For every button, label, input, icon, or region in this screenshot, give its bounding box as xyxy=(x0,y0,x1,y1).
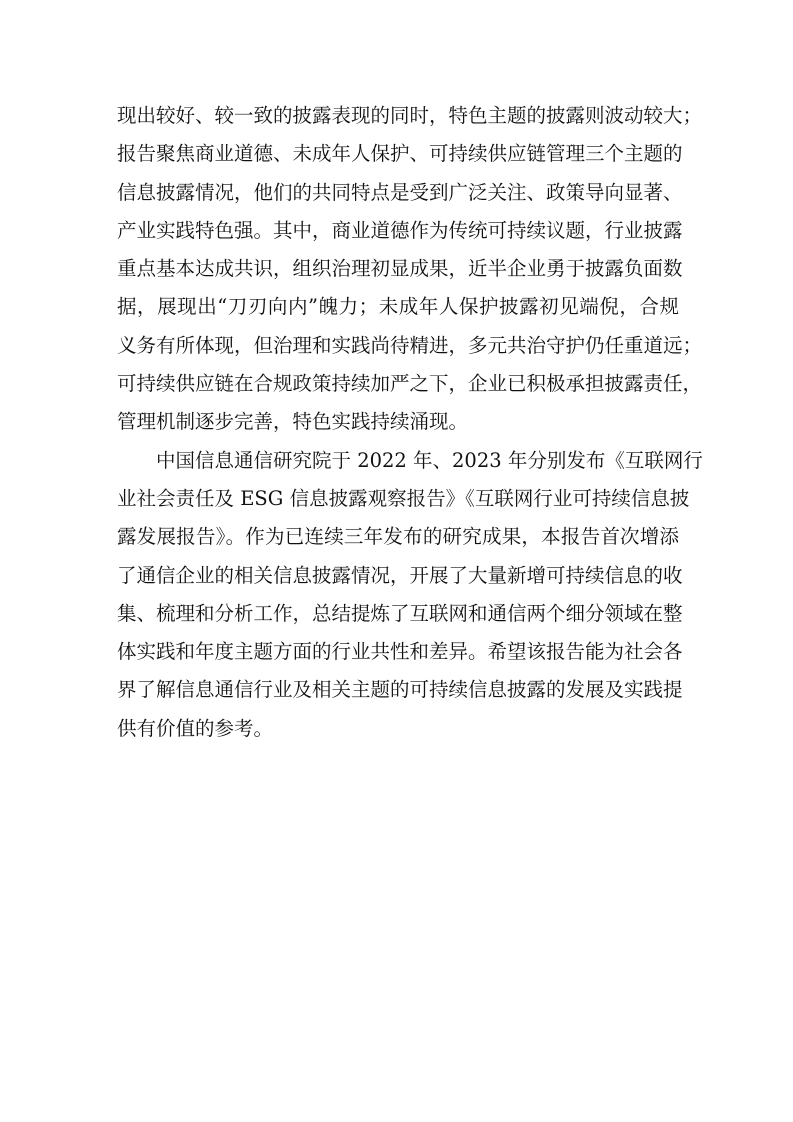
paragraph-line: 体实践和年度主题方面的行业共性和差异。希望该报告能为社会各 xyxy=(117,640,683,664)
paragraph-line: 管理机制逐步完善，特色实践持续涌现。 xyxy=(117,410,469,434)
body-text xyxy=(117,97,703,748)
paragraph-line: 报告聚焦商业道德、未成年人保护、可持续供应链管理三个主题的 xyxy=(117,142,683,166)
paragraph-line: 义务有所体现，但治理和实践尚待精进，多元共治守护仍任重道远； xyxy=(117,333,703,357)
paragraph-line: 产业实践特色强。其中，商业道德作为传统可持续议题，行业披露 xyxy=(117,218,683,242)
paragraph-2 xyxy=(117,442,703,748)
paragraph-line: 业社会责任及 ESG 信息披露观察报告》《互联网行业可持续信息披 xyxy=(117,486,690,510)
paragraph-line: 供有价值的参考。 xyxy=(117,716,274,740)
paragraph-line: 重点基本达成共识，组织治理初显成果，近半企业勇于披露负面数 xyxy=(117,257,683,281)
paragraph-line: 了通信企业的相关信息披露情况，开展了大量新增可持续信息的收 xyxy=(117,563,683,587)
paragraph-line: 现出较好、较一致的披露表现的同时，特色主题的披露则波动较大； xyxy=(117,104,703,127)
paragraph-line: 信息披露情况，他们的共同特点是受到广泛关注、政策导向显著、 xyxy=(117,180,683,204)
paragraph-line: 界了解信息通信行业及相关主题的可持续信息披露的发展及实践提 xyxy=(117,678,683,702)
paragraph-1 xyxy=(117,97,703,442)
paragraph-line: 可持续供应链在合规政策持续加严之下，企业已积极承担披露责任， xyxy=(117,372,703,396)
paragraph-line: 露发展报告》。作为已连续三年发布的研究成果，本报告首次增添 xyxy=(117,525,679,549)
paragraph-line: 据，展现出“刀刃向内”魄力；未成年人保护披露初见端倪，合规 xyxy=(117,295,679,319)
paragraph-line: 中国信息通信研究院于 2022 年、2023 年分别发布《互联网行 xyxy=(156,448,703,472)
paragraph-line: 集、梳理和分析工作，总结提炼了互联网和通信两个细分领域在整 xyxy=(117,601,683,625)
